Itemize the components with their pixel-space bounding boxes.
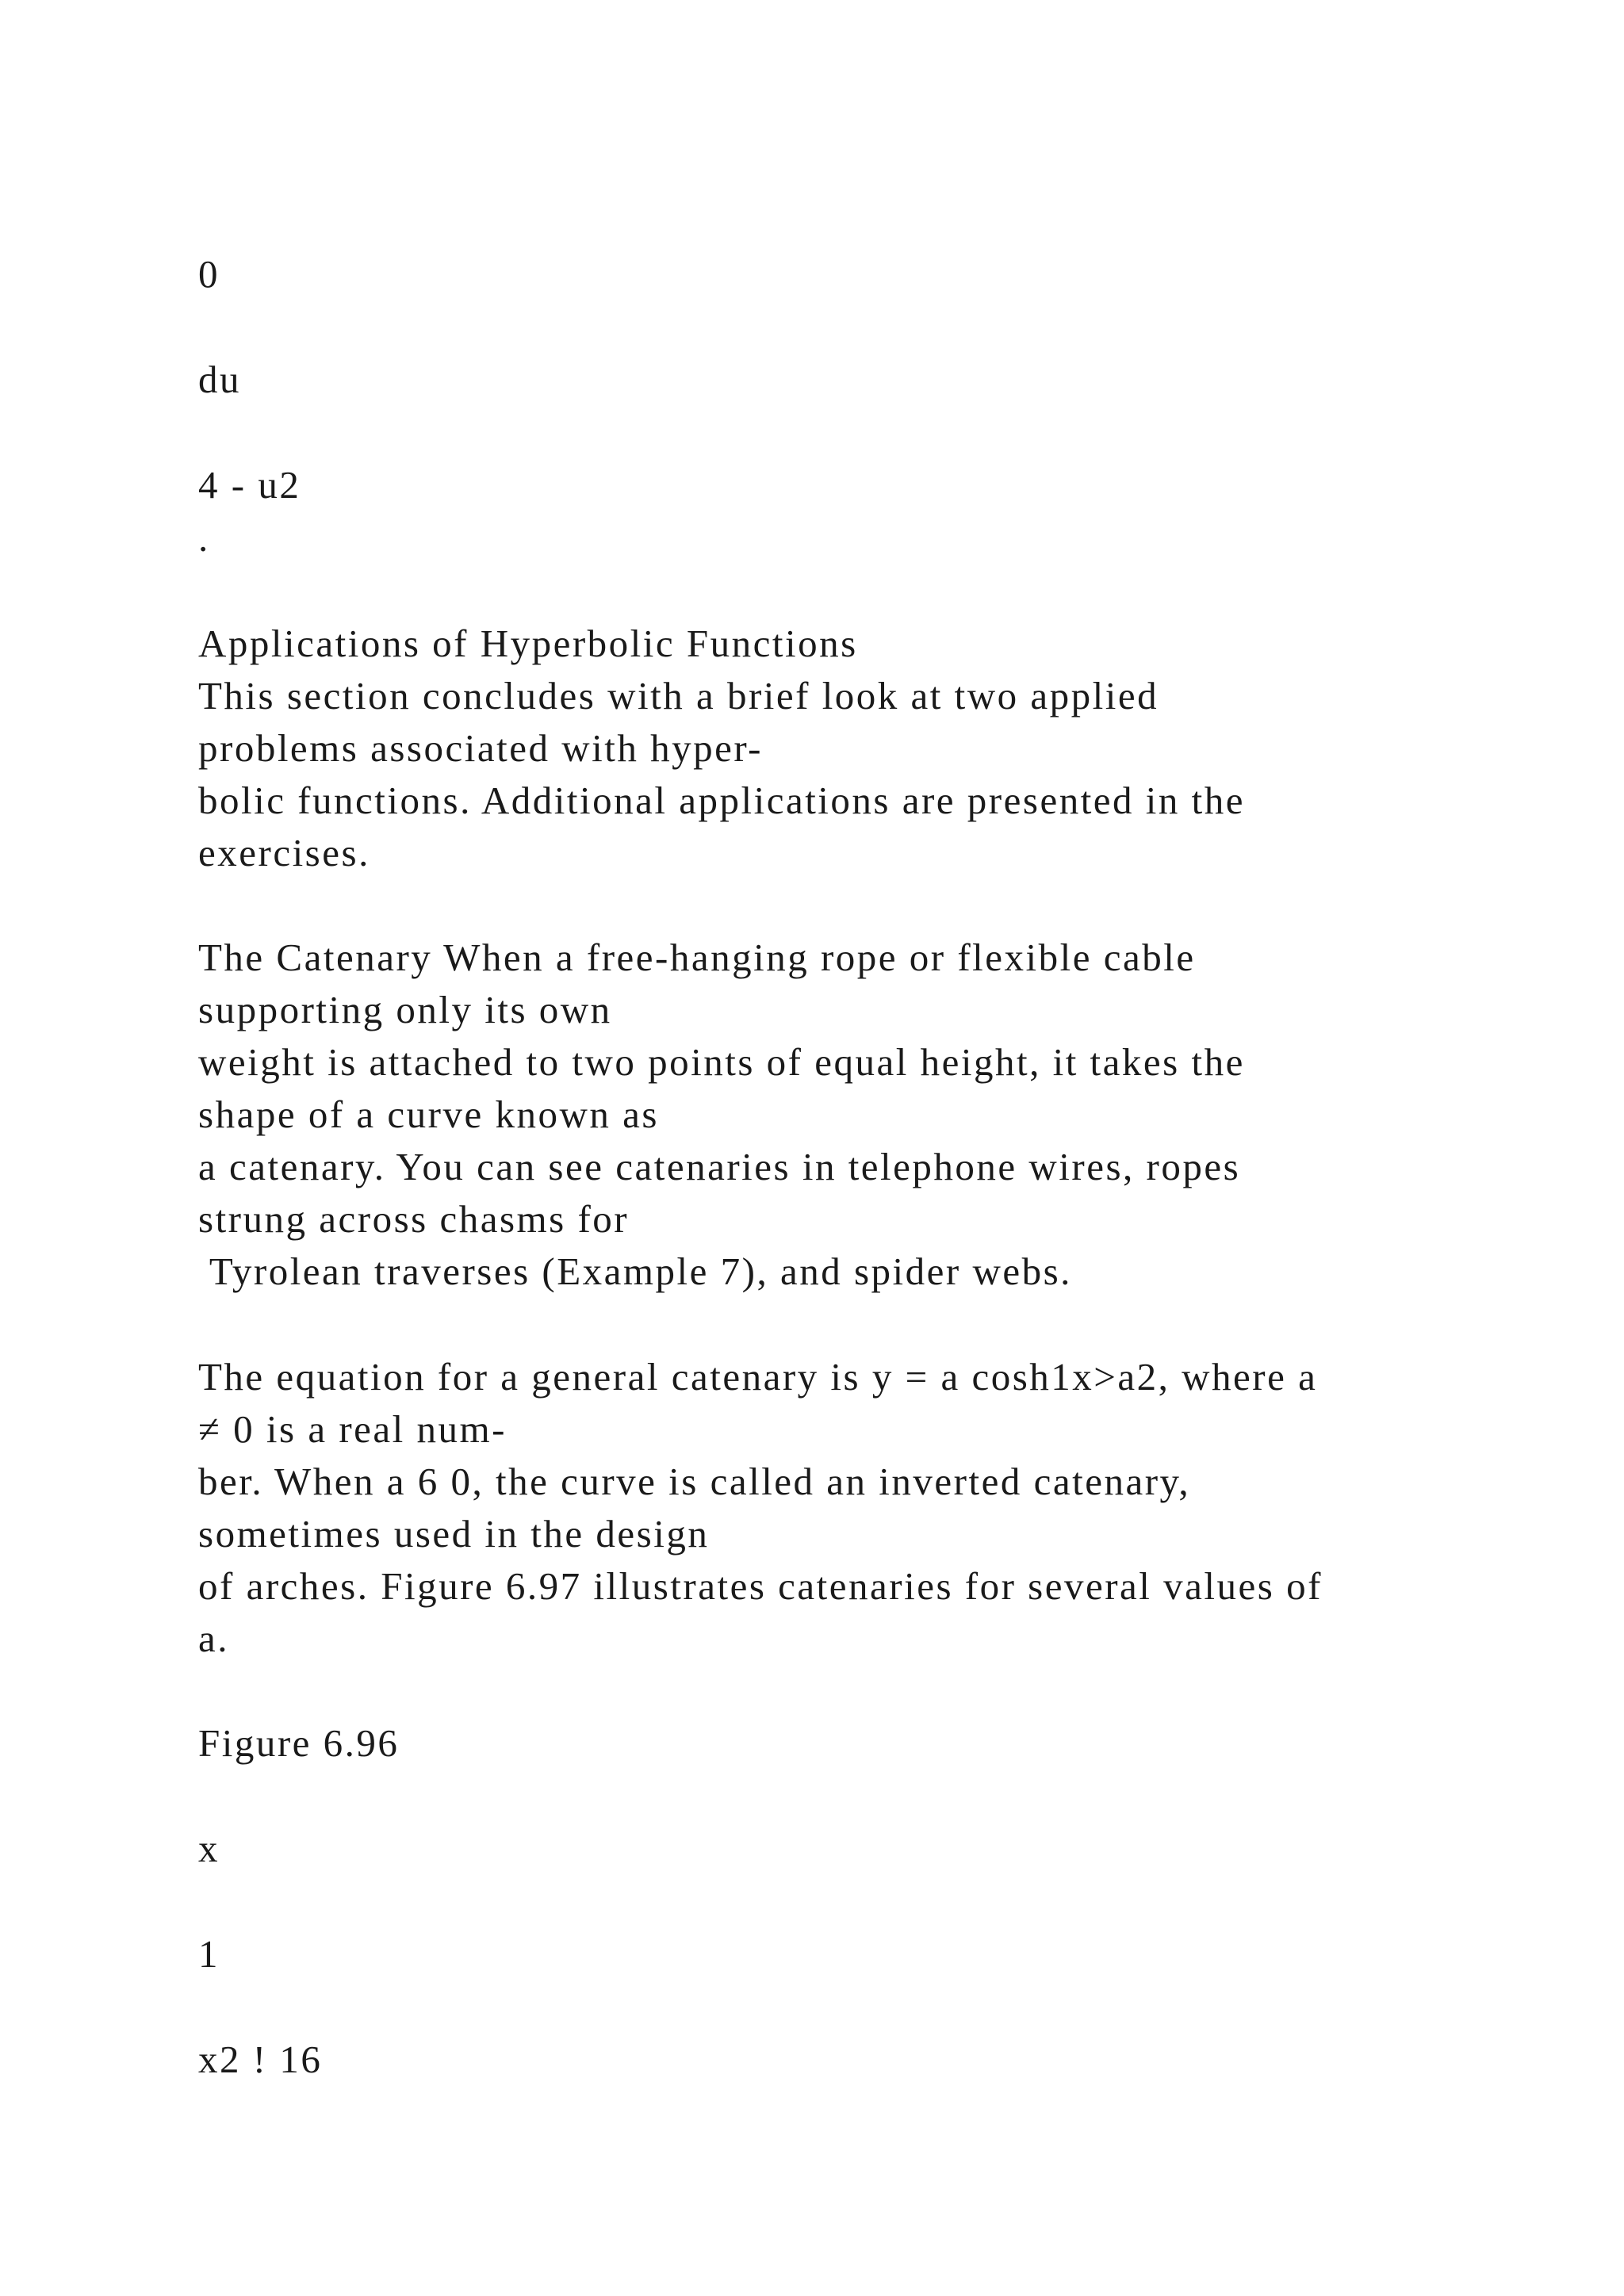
text-line-9: exercises. (198, 831, 370, 874)
text-line-3: 4 - u2 (198, 463, 301, 507)
text-line-18: ≠ 0 is a real num- (198, 1407, 507, 1451)
figure-label: Figure 6.96 (198, 1721, 400, 1765)
section-heading: Applications of Hyperbolic Functions (198, 622, 858, 665)
text-line-17: The equation for a general catenary is y = a cosh1x>a2, where a (198, 1355, 1318, 1399)
text-line-10: The Catenary When a free-hanging rope or flexible cable (198, 936, 1196, 979)
text-line-6: This section concludes with a brief look at two applied (198, 674, 1159, 718)
text-line-24: x (198, 1827, 220, 1870)
text-line-22: a. (198, 1617, 229, 1660)
text-line-13: shape of a curve known as (198, 1093, 659, 1136)
text-line-20: sometimes used in the design (198, 1512, 710, 1556)
text-line-7: problems associated with hyper- (198, 726, 763, 770)
text-line-16: Tyrolean traverses (Example 7), and spider webs. (198, 1249, 1072, 1293)
text-line-19: ber. When a 6 0, the curve is called an inverted catenary, (198, 1460, 1191, 1503)
text-line-12: weight is attached to two points of equal height, it takes the (198, 1040, 1245, 1084)
text-line-4: . (198, 516, 210, 560)
text-line-14: a catenary. You can see catenaries in telephone wires, ropes (198, 1145, 1241, 1188)
text-line-8: bolic functions. Additional applications are presented in the (198, 779, 1246, 822)
text-line-2: du (198, 358, 241, 401)
text-line-1: 0 (198, 252, 220, 296)
text-line-21: of arches. Figure 6.97 illustrates catenaries for several values of (198, 1564, 1323, 1608)
text-line-11: supporting only its own (198, 988, 612, 1031)
text-line-15: strung across chasms for (198, 1197, 630, 1241)
text-line-25: 1 (198, 1932, 220, 1976)
text-line-26: x2 ! 16 (198, 2038, 323, 2081)
